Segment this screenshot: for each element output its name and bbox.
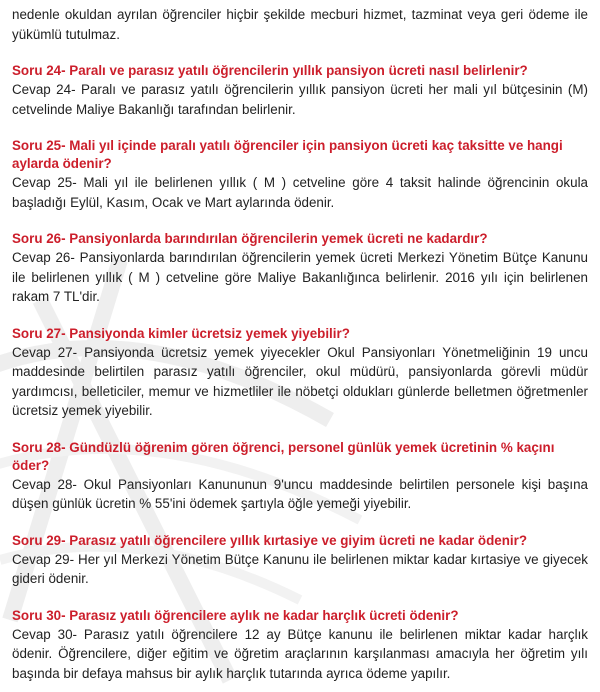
question-heading: Soru 30- Parasız yatılı öğrencilere aylık ne kadar harçlık ücreti ödenir? [12,607,459,623]
qa-item-24 [12,62,588,119]
question-heading: Soru 24- Paralı ve parasız yatılı öğrencilerin yıllık pansiyon ücreti nasıl belirlenir? [12,63,528,78]
answer-paragraph: Cevap 30- Parasız yatılı öğrencilere 12 ay Bütçe kanunu ile belirlenen miktar kadar harçlık ödenir. Öğrencilere, diğer eğitim ve öğretim araçlarının karşılanması amacıyla her öğretim yılı başında bir defaya mahsus bir aylık harçlık tutarında ayrıca ödeme yapılır. [12,626,588,681]
qa-item-27 [12,325,588,421]
answer-paragraph: Cevap 29- Her yıl Merkezi Yönetim Bütçe Kanunu ile belirlenen miktar kadar kırtasiye ve giyecek gideri ödenir. [12,551,588,586]
qa-item-25 [12,137,588,212]
qa-item-28 [12,439,588,514]
answer-paragraph: Cevap 26- Pansiyonlarda barındırılan öğrencilerin yemek ücreti Merkezi Yönetim Bütçe Kanunu ile belirlenen yıllık ( M ) cetveline göre Maliye Bakanlığınca belirlenir. 2016 yılı için belirlenen rakam 7 TL'dir. [12,250,588,304]
intro-paragraph: nedenle okuldan ayrılan öğrenciler hiçbir şekilde mecburi hizmet, tazminat veya geri ödeme ile yükümlü tutulmaz. [12,7,588,42]
qa-item-29 [12,532,588,589]
qa-item-26 [12,230,588,307]
question-heading: Soru 28- Gündüzlü öğrenim gören öğrenci, personel günlük yemek ücretinin % kaçını öder? [12,439,555,473]
question-heading: Soru 26- Pansiyonlarda barındırılan öğrencilerin yemek ücreti ne kadardır? [12,231,488,246]
answer-paragraph: Cevap 24- Paralı ve parasız yatılı öğrencilerin yıllık pansiyon ücreti her mali yıl bütçesinin (M) cetvelinde Maliye Bakanlığı tarafından belirlenir. [12,82,588,117]
answer-paragraph: Cevap 25- Mali yıl ile belirlenen yıllık ( M ) cetveline göre 4 taksit halinde öğrencinin okula başladığı Eylül, Kasım, Ocak ve Mart aylarında ödenir. [12,175,588,210]
question-heading: Soru 27- Pansiyonda kimler ücretsiz yemek yiyebilir? [12,325,350,341]
question-heading: Soru 25- Mali yıl içinde paralı yatılı öğrenciler için pansiyon ücreti kaç taksitte ve hangi aylarda ödenir? [12,138,563,171]
answer-paragraph: Cevap 27- Pansiyonda ücretsiz yemek yiyecekler Okul Pansiyonları Yönetmeliğinin 19 uncu maddesinde belirtilen parasız yatılı öğrenciler, okul müdürü, pansiyonlarda görevli müdür yardımcısı, belleticiler, memur ve hizmetliler ile nöbetçi oldukları günlerde belletmen öğretmenler ücretsiz yemek yiyebilir. [12,344,588,418]
qa-item-30 [12,607,588,684]
question-heading: Soru 29- Parasız yatılı öğrencilere yıllık kırtasiye ve giyim ücreti ne kadar ödenir? [12,532,528,548]
answer-paragraph: Cevap 28- Okul Pansiyonları Kanununun 9'uncu maddesinde belirtilen personele kişi başına düşen günlük ücretin % 55'ini ödemek şartıyla öğle yemeği yiyebilir. [12,476,588,511]
